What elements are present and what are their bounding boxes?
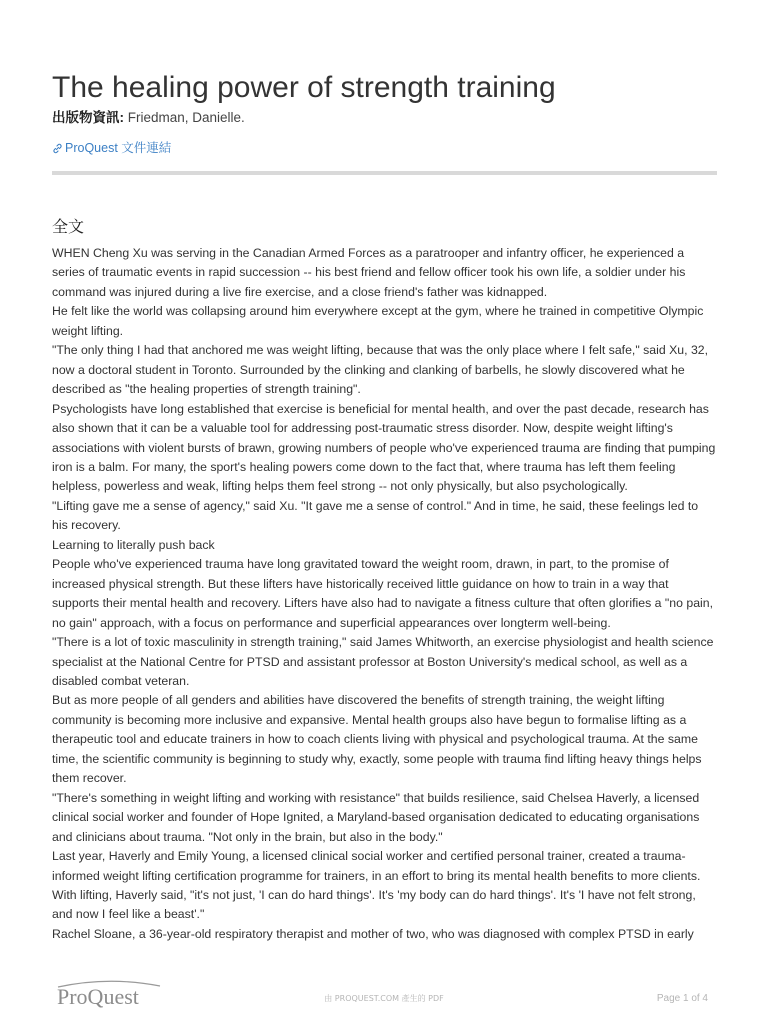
header-divider [52, 171, 717, 175]
page-indicator: Page 1 of 4 [656, 993, 708, 1004]
proquest-document-link[interactable] [52, 139, 171, 157]
document-title: The healing power of strength training [52, 71, 556, 104]
publication-author: Friedman, Danielle. [124, 110, 245, 125]
paragraph: "There's something in weight lifting and working with resistance" that builds resilience, said Chelsea Haverly, a licensed clinical social worker and founder of Hope Ignited, a Maryland-based organisation dedicated to educating organisations and clinicians about trauma. "Not only in the brain, but also in the body." [52, 790, 700, 844]
link-icon [52, 143, 63, 154]
full-text-body [52, 244, 716, 964]
paragraph: He felt like the world was collapsing around him everywhere except at the gym, where he trained in competitive Olympic weight lifting. [52, 304, 704, 338]
footer-generated-by: 由 PROQUEST.COM 產生的 PDF [324, 994, 444, 1003]
publication-label: 出版物資訊: [52, 110, 124, 125]
proquest-logo-text: ProQuest [57, 984, 139, 1009]
paragraph: Rachel Sloane, a 36-year-old respiratory therapist and mother of two, who was diagnosed with complex PTSD in early [52, 926, 694, 941]
subheading: Learning to literally push back [52, 537, 215, 552]
paragraph: "Lifting gave me a sense of agency," said Xu. "It gave me a sense of control." And in time, he said, these feelings led to his recovery. [52, 498, 699, 533]
full-text-heading: 全文 [52, 217, 85, 236]
paragraph: But as more people of all genders and abilities have discovered the benefits of strength training, the weight lifting community is becoming more inclusive and expansive. Mental health groups also have begun to formalise lifting as a therapeutic tool and educate trainers in how to coach clients living with physical and psychological trauma. At the same time, the scientific community is beginning to study why, exactly, some people with trauma find lifting heavy things helps them recover. [52, 693, 702, 786]
publication-info [52, 109, 245, 127]
paragraph: People who've experienced trauma have long gravitated toward the weight room, drawn, in part, to the promise of increased physical strength. But these lifters have historically received little guidance on how to train in a way that supports their mental health and recovery. Lifters have also had to navigate a fitness culture that often glorifies a "no pain, no gain" approach, with a focus on performance and superficial appearances over longterm well-being. [52, 557, 714, 630]
paragraph: Last year, Haverly and Emily Young, a licensed clinical social worker and certified personal trainer, created a trauma-informed weight lifting certification programme for trainers, in an effort to bring its mental health benefits to more clients. With lifting, Haverly said, "it's not just, 'I can do hard things'. It's 'my body can do hard things'. It's 'I have not felt strong, and now I feel like a beast'." [52, 849, 701, 922]
paragraph: WHEN Cheng Xu was serving in the Canadian Armed Forces as a paratrooper and infantry officer, he experienced a series of traumatic events in rapid succession -- his best friend and fellow officer took his own life, a soldier under his command was injured during a live fire exercise, and a close friend's father was kidnapped. [52, 246, 686, 299]
paragraph: Psychologists have long established that exercise is beneficial for mental health, and over the past decade, research has also shown that it can be a valuable tool for addressing post-traumatic stress disorder. Now, despite weight lifting's associations with violent bursts of brawn, growing numbers of people who've experienced trauma are finding that pumping iron is a balm. For many, the sport's healing powers come down to the fact that, where trauma has left them feeling helpless, powerless and weak, lifting helps them feel strong -- not only physically, but also psychologically. [52, 401, 716, 494]
paragraph: "The only thing I had that anchored me was weight lifting, because that was the only place where I felt safe," said Xu, 32, now a doctoral student in Toronto. Surrounded by the clinking and clanking of barbells, he slowly discovered what he described as "the healing properties of strength training". [52, 343, 709, 397]
proquest-document-link-label: ProQuest 文件連結 [65, 141, 172, 155]
paragraph: "There is a lot of toxic masculinity in strength training," said James Whitworth, an exercise physiologist and health science specialist at the National Centre for PTSD and assistant professor at Boston University's medical school, as well as a disabled combat veteran. [52, 635, 714, 688]
